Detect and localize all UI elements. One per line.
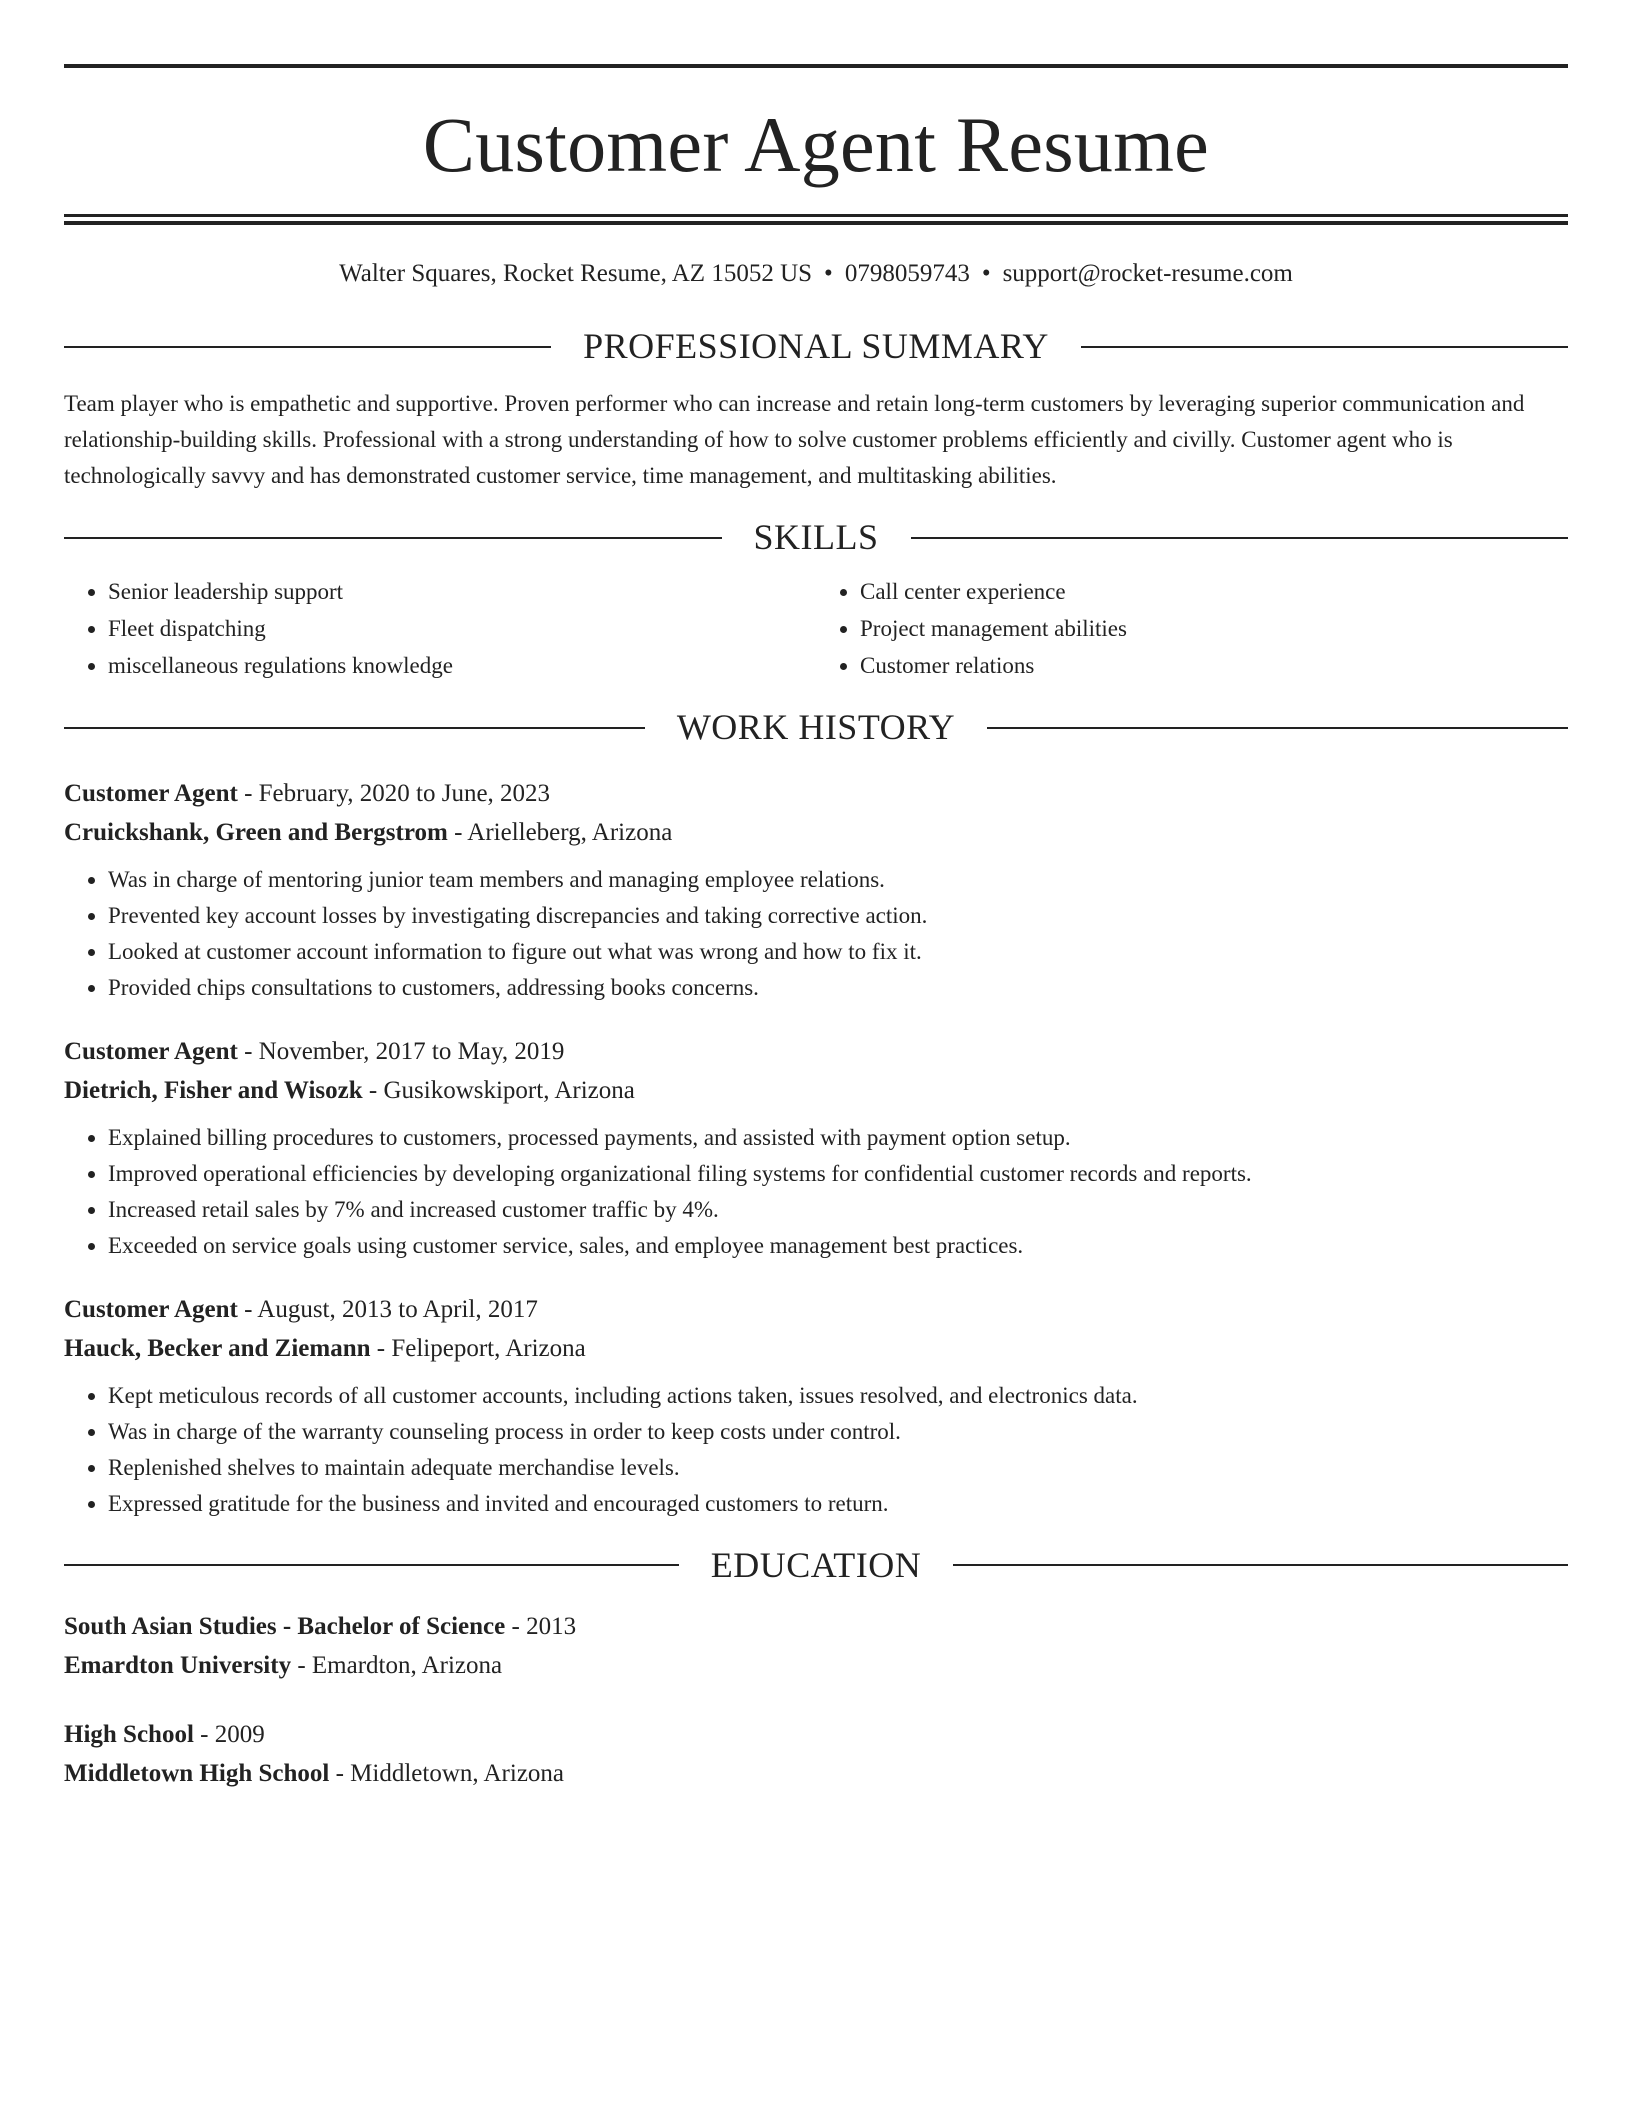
skills-column-right (816, 573, 1568, 684)
contact-separator: • (824, 260, 833, 287)
education-school-line (64, 1646, 1568, 1685)
education-year: - 2009 (200, 1720, 265, 1748)
job-title: Customer Agent (64, 1037, 238, 1065)
summary-heading-label: PROFESSIONAL SUMMARY (583, 326, 1049, 366)
education-location: - Middletown, Arizona (335, 1759, 565, 1787)
summary-text: Team player who is empathetic and supportive. Proven performer who can increase and retain long-term customers by leveraging superior communication and relationship-building skills. Professional with a strong understanding of how to solve customer problems efficiently and civilly. Customer agent who is technologically savvy and has demonstrated customer service, time management, and multitasking abilities. (64, 391, 1525, 489)
work-history (64, 774, 1568, 1522)
education-degree-line (64, 1607, 1568, 1646)
skill-item: • Senior leadership support (108, 573, 816, 610)
job-bullet: • Increased retail sales by 7% and increased customer traffic by 4%. (108, 1192, 1568, 1228)
education-degree: South Asian Studies - Bachelor of Science (64, 1612, 506, 1640)
education-heading (64, 1544, 1568, 1587)
job-title-line (64, 1290, 1568, 1329)
job-company-line (64, 1071, 1568, 1110)
education-school: Emardton University (64, 1651, 292, 1679)
job-entry (64, 1290, 1568, 1522)
education-list (64, 1607, 1568, 1793)
job-title: Customer Agent (64, 779, 238, 807)
skill-item: • Call center experience (860, 573, 1568, 610)
heading-rule (64, 727, 645, 729)
resume-title: Customer Agent Resume (422, 101, 1210, 188)
job-bullet: • Exceeded on service goals using customer service, sales, and employee management best practices. (108, 1228, 1568, 1264)
job-company: Hauck, Becker and Ziemann (64, 1334, 371, 1362)
job-bullet: • Prevented key account losses by investigating discrepancies and taking corrective action. (108, 898, 1568, 934)
top-rule (64, 64, 1568, 68)
skill-item: • miscellaneous regulations knowledge (108, 647, 816, 684)
job-bullet: • Was in charge of the warranty counseling process in order to keep costs under control. (108, 1414, 1568, 1450)
education-location: - Emardton, Arizona (297, 1651, 503, 1679)
job-bullet: • Provided chips consultations to customers, addressing books concerns. (108, 970, 1568, 1006)
job-bullet: • Expressed gratitude for the business and invited and encouraged customers to return. (108, 1486, 1568, 1522)
heading-rule (64, 537, 722, 539)
job-dates: - November, 2017 to May, 2019 (244, 1037, 565, 1065)
contact-line (64, 259, 1568, 289)
education-degree-line (64, 1715, 1568, 1754)
job-bullet: • Replenished shelves to maintain adequate merchandise levels. (108, 1450, 1568, 1486)
job-bullet: • Kept meticulous records of all customer accounts, including actions taken, issues resolved, and electronics data. (108, 1378, 1568, 1414)
job-dates: - August, 2013 to April, 2017 (244, 1295, 538, 1323)
job-entry (64, 774, 1568, 1006)
work-heading-label: WORK HISTORY (676, 707, 956, 748)
job-bullet: • Explained billing procedures to customers, processed payments, and assisted with payment option setup. (108, 1120, 1568, 1156)
skills-heading-label: SKILLS (753, 517, 879, 558)
work-heading (64, 706, 1568, 749)
job-bullet: • Looked at customer account information to figure out what was wrong and how to fix it. (108, 934, 1568, 970)
job-title-line (64, 774, 1568, 813)
job-bullets (64, 1378, 1568, 1522)
title-double-rule (64, 214, 1568, 225)
contact-separator: • (981, 260, 991, 287)
heading-rule (911, 537, 1569, 539)
contact-email: support@rocket-resume.com (1002, 260, 1293, 287)
heading-rule (64, 346, 551, 348)
education-year: - 2013 (511, 1612, 577, 1640)
skill-item: • Project management abilities (860, 610, 1568, 647)
summary-heading (64, 325, 1568, 368)
job-bullet: • Was in charge of mentoring junior team members and managing employee relations. (108, 862, 1568, 898)
job-entry (64, 1032, 1568, 1264)
job-location: - Arielleberg, Arizona (454, 818, 673, 846)
job-location: - Gusikowskiport, Arizona (368, 1076, 635, 1104)
job-bullet: • Improved operational efficiencies by developing organizational filing systems for confidential customer records and reports. (108, 1156, 1568, 1192)
contact-address: Walter Squares, Rocket Resume, AZ 15052 US (339, 260, 813, 287)
education-heading-label: EDUCATION (710, 1544, 922, 1585)
skill-item: • Fleet dispatching (108, 610, 816, 647)
heading-rule (987, 727, 1568, 729)
education-entry (64, 1607, 1568, 1685)
skills-column-left (64, 573, 816, 684)
resume-page (64, 64, 1568, 1793)
education-entry (64, 1715, 1568, 1793)
education-degree: High School (64, 1720, 194, 1748)
job-company-line (64, 813, 1568, 852)
job-company-line (64, 1329, 1568, 1368)
job-bullets (64, 862, 1568, 1006)
job-title: Customer Agent (64, 1295, 238, 1323)
education-school: Middletown High School (64, 1759, 330, 1787)
education-school-line (64, 1754, 1568, 1793)
job-company: Cruickshank, Green and Bergstrom (64, 818, 448, 846)
heading-rule (64, 1564, 679, 1566)
contact-phone: 0798059743 (844, 260, 970, 287)
job-title-line (64, 1032, 1568, 1071)
heading-rule (1081, 346, 1568, 348)
job-bullets (64, 1120, 1568, 1264)
skills-list (64, 573, 1568, 684)
job-dates: - February, 2020 to June, 2023 (244, 779, 551, 807)
heading-rule (953, 1564, 1568, 1566)
skill-item: • Customer relations (860, 647, 1568, 684)
job-location: - Felipeport, Arizona (376, 1334, 586, 1362)
skills-heading (64, 516, 1568, 559)
job-company: Dietrich, Fisher and Wisozk (64, 1076, 363, 1104)
